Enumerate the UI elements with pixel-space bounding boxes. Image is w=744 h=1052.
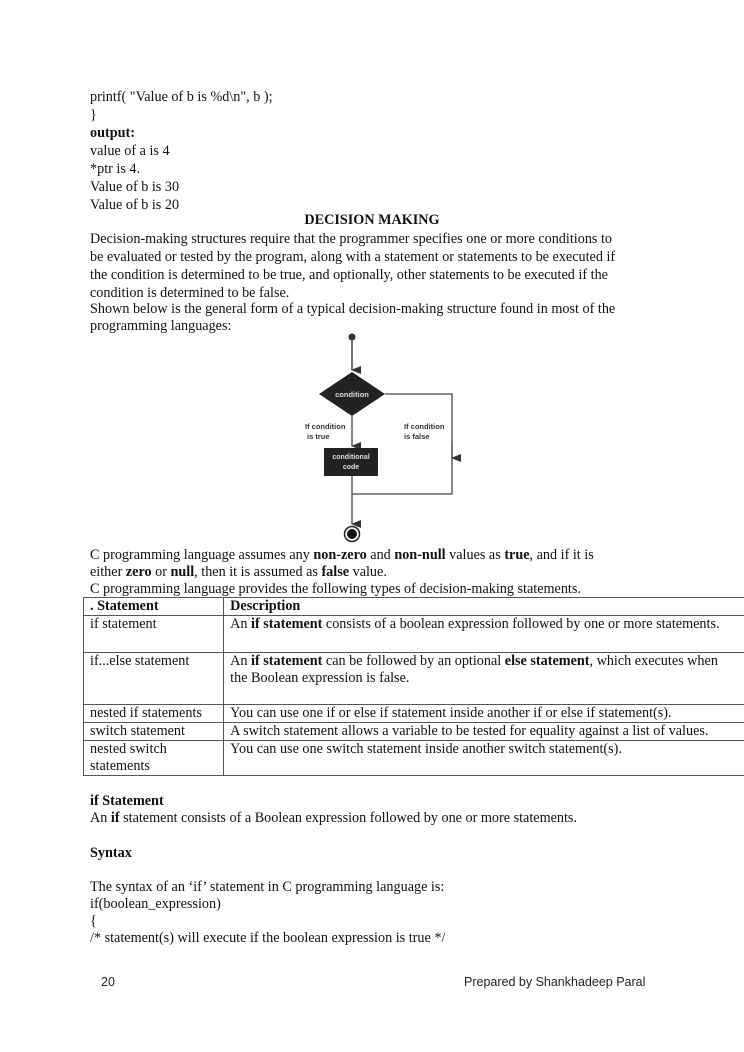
- code-line: }: [90, 107, 97, 123]
- syntax-intro: The syntax of an ‘if’ statement in C programming language is:: [90, 879, 445, 895]
- syntax-title: Syntax: [90, 845, 132, 861]
- table-header-row: [84, 598, 744, 616]
- cell-statement: nested if statements: [84, 705, 224, 723]
- condition-label: condition: [335, 390, 369, 399]
- code-label: code: [342, 464, 360, 471]
- paragraph-line: the condition is determined to be true, and optionally, other statements to be executed if the: [90, 267, 608, 283]
- output-label: output:: [90, 125, 135, 141]
- if-section-title: if Statement: [90, 793, 164, 809]
- cell-statement: if statement: [84, 616, 224, 653]
- cell-statement: if...else statement: [84, 653, 224, 705]
- cell-description: An if statement can be followed by an optional else statement, which executes when the Boolean expression is false.: [224, 653, 744, 705]
- header-description: Description: [224, 598, 744, 616]
- header-statement: . Statement: [84, 598, 224, 616]
- true-label: If condition: [305, 422, 346, 431]
- table-row: [84, 741, 744, 776]
- cell-description: An if statement consists of a boolean expression followed by one or more statements.: [224, 616, 744, 653]
- code-line: printf( "Value of b is %d\n", b );: [90, 89, 273, 105]
- code-line: if(boolean_expression): [90, 896, 221, 912]
- false-label: is false: [404, 432, 430, 441]
- paragraph-line: be evaluated or tested by the program, along with a statement or statements to be executed if: [90, 249, 616, 265]
- output-line: Value of b is 30: [90, 179, 180, 195]
- cell-statement: switch statement: [84, 723, 224, 741]
- cell-description: You can use one if or else if statement inside another if or else if statement(s).: [224, 705, 744, 723]
- decision-statements-table: [83, 597, 744, 776]
- paragraph-line: Shown below is the general form of a typical decision-making structure found in most of the: [90, 301, 616, 317]
- cell-description: You can use one switch statement inside another switch statement(s).: [224, 741, 744, 776]
- section-title: DECISION MAKING: [304, 212, 440, 228]
- cell-description: A switch statement allows a variable to be tested for equality against a list of values.: [224, 723, 744, 741]
- code-line: /* statement(s) will execute if the boolean expression is true */: [90, 930, 446, 946]
- cell-statement: nested switch statements: [84, 741, 224, 776]
- true-label: is true: [307, 432, 330, 441]
- paragraph-line: either zero or null, then it is assumed as false value.: [90, 564, 387, 580]
- output-line: *ptr is 4.: [90, 161, 141, 177]
- table-row: [84, 723, 744, 741]
- start-node-icon: [349, 334, 356, 341]
- paragraph-line: Decision-making structures require that the programmer specifies one or more conditions to: [90, 231, 613, 247]
- table-row: [84, 705, 744, 723]
- paragraph-line: condition is determined to be false.: [90, 285, 290, 301]
- output-line: Value of b is 20: [90, 197, 180, 213]
- code-label: conditional: [332, 454, 370, 461]
- paragraph-line: C programming language assumes any non-zero and non-null values as true, and if it is: [90, 547, 594, 563]
- paragraph-line: C programming language provides the following types of decision-making statements.: [90, 581, 581, 597]
- false-label: If condition: [404, 422, 445, 431]
- footer-author: Prepared by Shankhadeep Paral: [464, 975, 646, 989]
- table-row: [84, 616, 744, 653]
- output-line: value of a is 4: [90, 143, 170, 159]
- page-number: 20: [101, 975, 115, 989]
- conditional-code-box: [324, 448, 378, 476]
- paragraph-line: programming languages:: [90, 318, 232, 334]
- table-row: [84, 653, 744, 705]
- code-line: {: [90, 913, 97, 929]
- if-description: An if statement consists of a Boolean expression followed by one or more statements.: [90, 810, 578, 826]
